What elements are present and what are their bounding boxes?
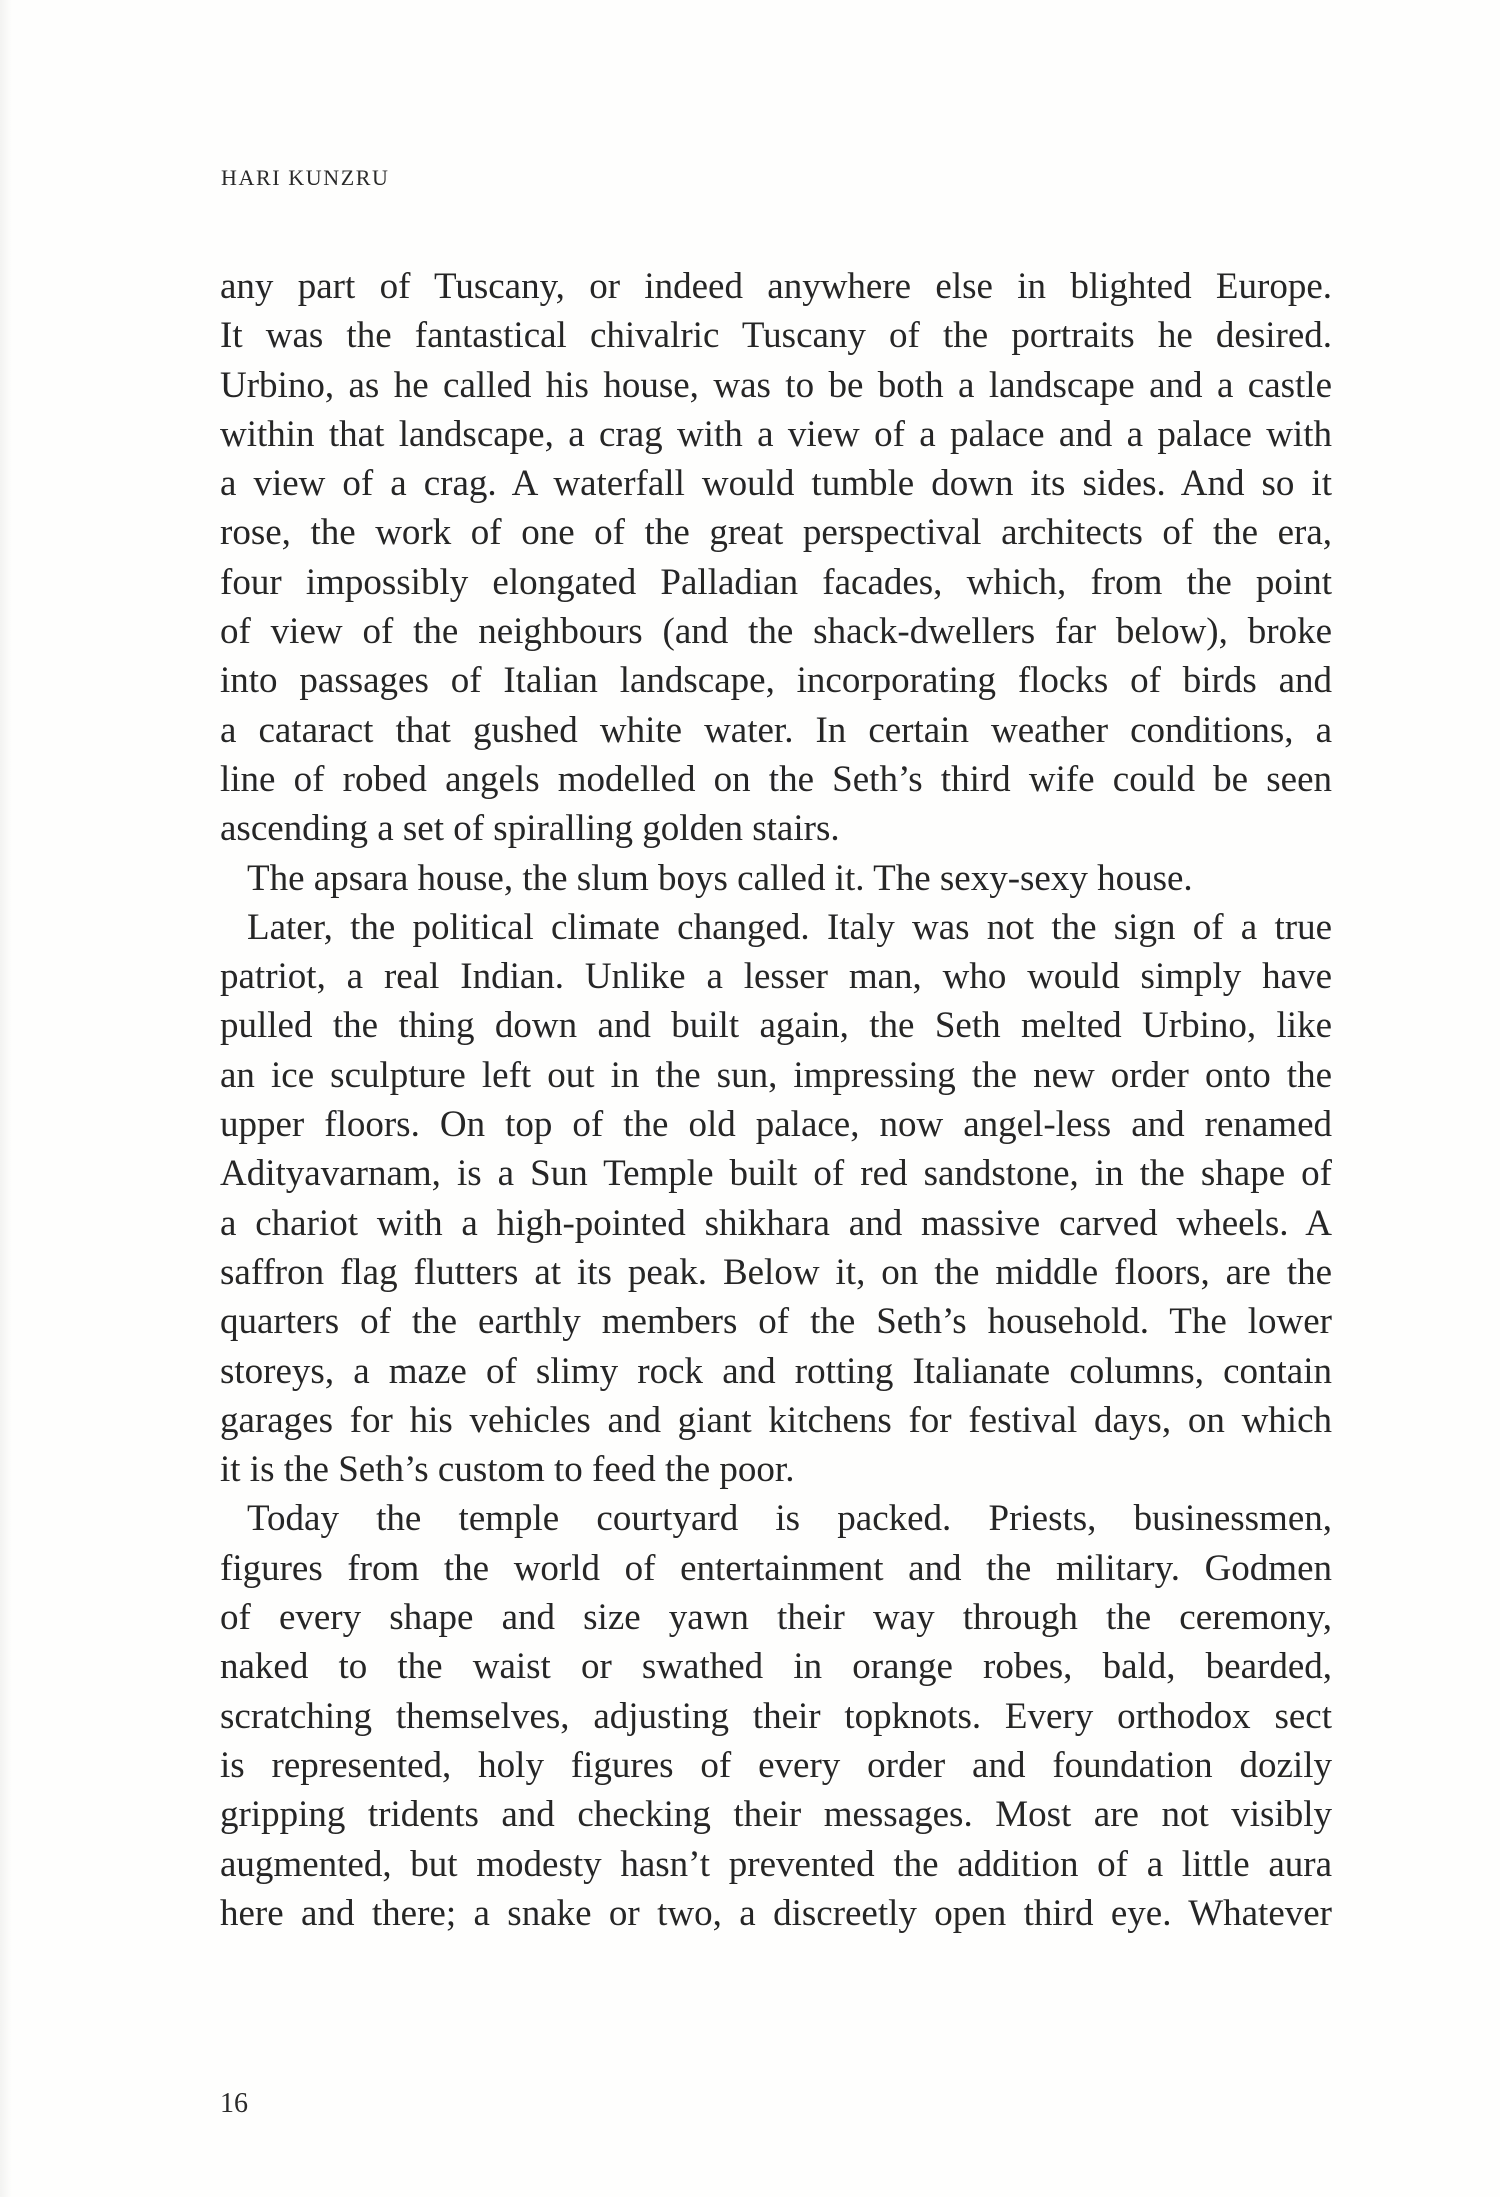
- text-line: figures from the world of entertainment and the military. Godmen: [220, 1547, 1332, 1589]
- text-line: of view of the neighbours (and the shack-dwellers far below), broke: [220, 611, 1332, 653]
- text-line: ascending a set of spiralling golden stairs.: [220, 808, 840, 850]
- text-line: augmented, but modesty hasn’t prevented the addition of a little aura: [220, 1843, 1332, 1885]
- text-line: four impossibly elongated Palladian facades, which, from the point: [220, 561, 1332, 603]
- text-line: It was the fantastical chivalric Tuscany of the portraits he desired.: [220, 315, 1332, 357]
- text-line: it is the Seth’s custom to feed the poor.: [220, 1449, 795, 1491]
- text-line: Later, the political climate changed. Italy was not the sign of a true: [247, 906, 1332, 948]
- text-line: storeys, a maze of slimy rock and rotting Italianate columns, contain: [220, 1350, 1332, 1392]
- text-line: any part of Tuscany, or indeed anywhere else in blighted Europe.: [220, 266, 1332, 307]
- text-line: an ice sculpture left out in the sun, impressing the new order onto the: [220, 1054, 1332, 1096]
- text-line: upper floors. On top of the old palace, now angel-less and renamed: [220, 1104, 1332, 1146]
- page-edge-shadow: [0, 0, 12, 2197]
- text-line: a view of a crag. A waterfall would tumble down its sides. And so it: [220, 463, 1332, 505]
- text-line: is represented, holy figures of every order and foundation dozily: [220, 1744, 1332, 1786]
- text-line: here and there; a snake or two, a discreetly open third eye. Whatever: [220, 1892, 1332, 1934]
- page-number: 16: [220, 2088, 248, 2119]
- text-line: a chariot with a high-pointed shikhara and massive carved wheels. A: [220, 1202, 1332, 1244]
- text-line: quarters of the earthly members of the Seth’s household. The lower: [220, 1301, 1332, 1343]
- body-text: [220, 262, 1332, 1938]
- text-line: a cataract that gushed white water. In certain weather conditions, a: [220, 709, 1332, 751]
- text-line: rose, the work of one of the great perspectival architects of the era,: [220, 512, 1332, 554]
- text-line: Adityavarnam, is a Sun Temple built of red sandstone, in the shape of: [220, 1153, 1332, 1195]
- text-line: scratching themselves, adjusting their topknots. Every orthodox sect: [220, 1695, 1332, 1737]
- text-line: within that landscape, a crag with a view of a palace and a palace with: [220, 413, 1332, 455]
- text-line: Today the temple courtyard is packed. Priests, businessmen,: [247, 1498, 1332, 1540]
- text-line: The apsara house, the slum boys called it. The sexy-sexy house.: [247, 857, 1193, 899]
- text-line: patriot, a real Indian. Unlike a lesser man, who would simply have: [220, 956, 1332, 998]
- text-line: saffron flag flutters at its peak. Below it, on the middle floors, are the: [220, 1251, 1332, 1293]
- text-line: garages for his vehicles and giant kitchens for festival days, on which: [220, 1399, 1332, 1441]
- running-head-author: HARI KUNZRU: [221, 165, 390, 190]
- text-line: pulled the thing down and built again, the Seth melted Urbino, like: [220, 1005, 1332, 1047]
- text-line: gripping tridents and checking their messages. Most are not visibly: [220, 1794, 1332, 1836]
- text-line: naked to the waist or swathed in orange robes, bald, bearded,: [220, 1646, 1332, 1688]
- text-line: of every shape and size yawn their way through the ceremony,: [220, 1597, 1332, 1639]
- text-line: into passages of Italian landscape, incorporating flocks of birds and: [220, 660, 1332, 702]
- text-line: Urbino, as he called his house, was to be both a landscape and a castle: [220, 364, 1332, 406]
- text-line: line of robed angels modelled on the Seth’s third wife could be seen: [220, 758, 1332, 800]
